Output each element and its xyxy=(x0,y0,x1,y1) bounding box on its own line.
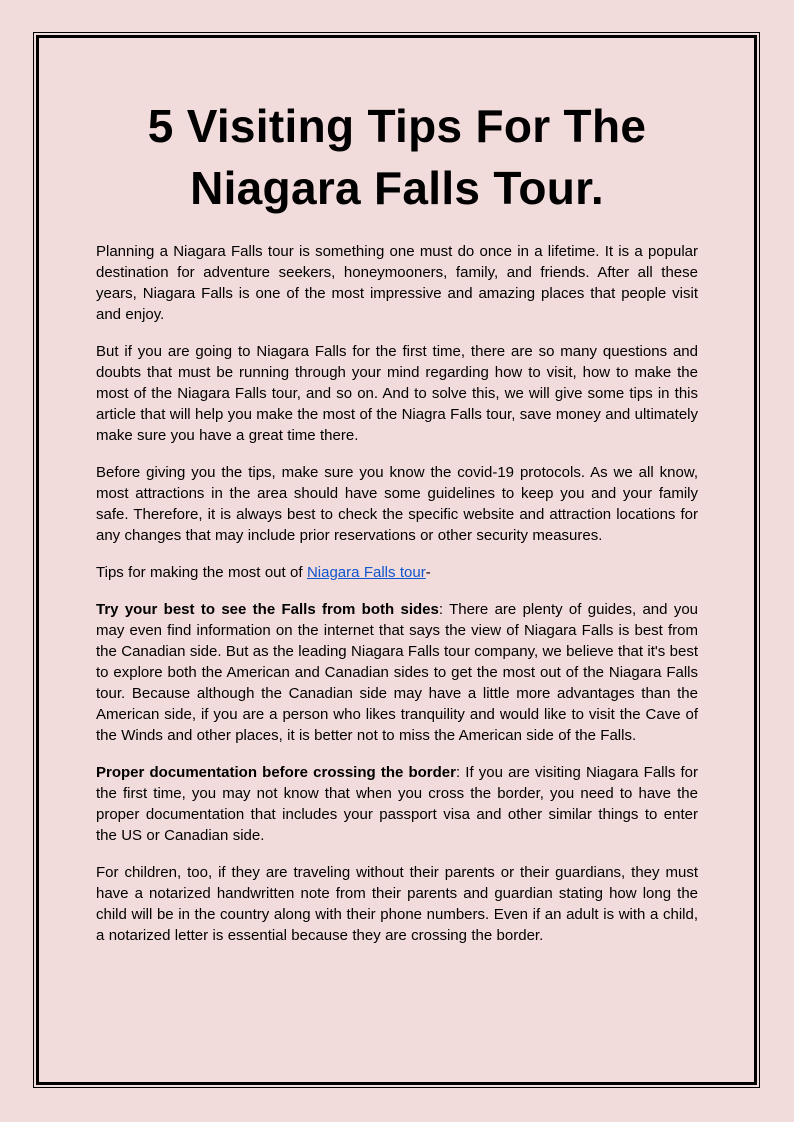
paragraph-first-time: But if you are going to Niagara Falls for the first time, there are so many questions and doubts that must be running through your mind regarding how to visit, how to make the most of the Niagara Falls tour, and so on. And to solve this, we will give some tips in this article that will help you make the most of the Niagra Falls tour, save money and ultimately make sure you have a great time there. xyxy=(96,343,698,444)
tip-text-both-sides: : There are plenty of guides, and you may even find information on the internet that says the view of Niagara Falls is best from the Canadian side. But as the leading Niagara Falls tour company, we believe that it's best to explore both the American and Canadian sides to get the most out of the Niagara Falls tour. Because although the Canadian side may have a little more advantages than the American side, if you are a person who likes tranquility and would like to visit the Cave of the Winds and other places, it is better not to miss the American side of the Falls. xyxy=(96,601,699,744)
tip-text-documentation: : If you are visiting Niagara Falls for the first time, you may not know that when you cross the border, you need to have the proper documentation that includes your passport visa and other similar things to enter the US or Canadian side. xyxy=(96,764,698,844)
tips-intro-suffix: - xyxy=(425,564,431,581)
tip-heading-both-sides: Try your best to see the Falls from both sides xyxy=(96,601,439,618)
title-line-1: 5 Visiting Tips For The xyxy=(147,100,647,152)
paragraph-intro: Planning a Niagara Falls tour is something one must do once in a lifetime. It is a popular destination for adventure seekers, honeymooners, family, and friends. After all these years, Niagara Falls is one of the most impressive and amazing places that people visit and enjoy. xyxy=(96,243,698,323)
title-line-2: Niagara Falls Tour. xyxy=(190,162,604,214)
article-body xyxy=(96,241,698,946)
tips-intro-text: Tips for making the most out of xyxy=(96,564,307,581)
paragraph-tips-intro xyxy=(96,562,698,583)
page-title xyxy=(96,95,698,219)
tip-heading-documentation: Proper documentation before crossing the border xyxy=(96,764,456,781)
niagara-falls-tour-link[interactable]: Niagara Falls tour xyxy=(306,564,426,581)
document-content xyxy=(96,95,698,962)
paragraph-covid: Before giving you the tips, make sure you know the covid-19 protocols. As we all know, most attractions in the area should have some guidelines to keep you and your family safe. Therefore, it is always best to check the specific website and attraction locations for any changes that may include prior reservations or other security measures. xyxy=(96,464,698,544)
paragraph-children: For children, too, if they are traveling without their parents or their guardians, they must have a notarized handwritten note from their parents and guardian stating how long the child will be in the country along with their phone numbers. Even if an adult is with a child, a notarized letter is essential because they are crossing the border. xyxy=(96,864,698,944)
paragraph-tip-both-sides xyxy=(96,599,698,746)
paragraph-tip-documentation xyxy=(96,762,698,846)
